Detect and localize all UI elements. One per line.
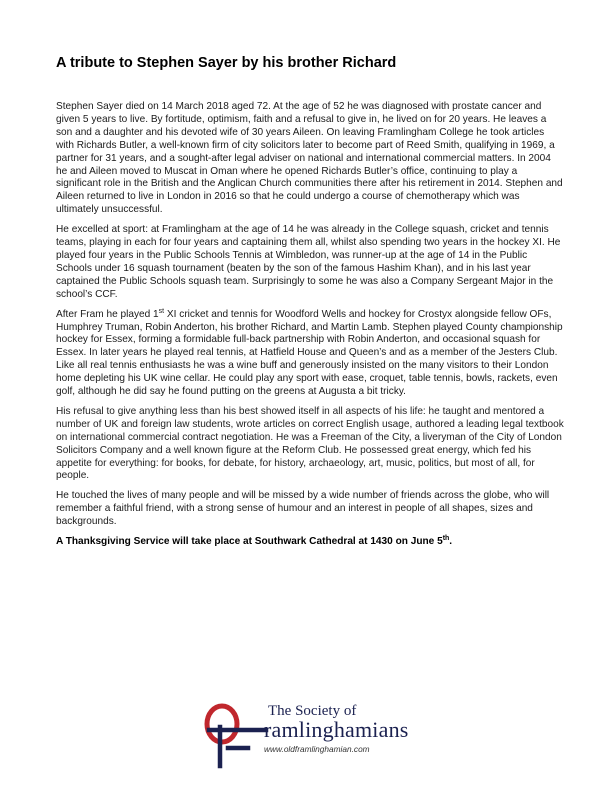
logo-name-text: ramlinghamians	[264, 717, 409, 742]
announcement-text: A Thanksgiving Service will take place at Southwark Cathedral at 1430 on June 5	[56, 536, 443, 548]
announcement-end: .	[449, 536, 453, 548]
ordinal-suffix: st	[158, 307, 165, 315]
paragraph-school-sport: He excelled at sport: at Framlingham at the age of 14 he was already in the College squash, cricket and tennis teams, playing in each for four years and captaining them all, whilst also spending two years in the hockey XI. He played four years in the Public Schools Tennis at Wimbledon, was runner-up at the age of 14 in the Public Schools under 16 squash tournament (beaten by the son of the famous Hashim Khan), and in his last year captained the Public Schools squash team. Surprisingly to some he was also a Company Sergeant Major in the school’s CCF.	[56, 224, 561, 300]
paragraph-obituary: Stephen Sayer died on 14 March 2018 aged 72. At the age of 52 he was diagnosed with prostate cancer and given 5 years to live. By fortitude, optimism, faith and a refusal to give in, he lived on for 20 years. He leaves a son and a daughter and his devoted wife of 30 years Aileen. On leaving Framlingham College he took articles with Richards Butler, a well-known firm of city solicitors later to become part of Reed Smith, qualifying in 1969, a partner for 31 years, and a sought-after legal adviser on national and international commercial matters. In 2004 he and Aileen moved to Muscat in Oman where he opened Richards Butler’s office, continuing to play a significant role in the British and the Anglican Church communities there after his retirement in 2014. Stephen and Aileen returned to live in London in 2016 so that he could undergo a course of chemotherapy which was ultimately unsuccessful.	[56, 101, 563, 216]
paragraph-adult-sport-start: After Fram he played 1	[56, 308, 159, 320]
paragraph-adult-sport	[56, 309, 564, 399]
logo-society-text: The Society of	[268, 703, 357, 719]
paragraph-friends: He touched the lives of many people and will be missed by a wide number of friends across the globe, who will remember a faithful friend, with a strong sense of humour and an interest in people of all shapes, sizes and backgrounds.	[56, 490, 550, 528]
logo-website-url: www.oldframlinghamian.com	[264, 744, 370, 754]
paragraph-career: His refusal to give anything less than his best showed itself in all aspects of his life: he taught and mentored a number of UK and foreign law students, wrote articles on correct English usage, authored a leading legal textbook on international commercial contract negotiation. He was a Freeman of the City, a liveryman of the City of London Solicitors Company and a well known figure at the Reform Club. He possessed great energy, which fed his appetite for everything: for books, for debate, for history, archaeology, art, music, politics, but most of all, for people.	[56, 405, 564, 482]
paragraph-adult-sport-rest: XI cricket and tennis for Woodford Wells and hockey for Crostyx alongside fellow OFs, Humphrey Truman, Robin Anderton, his brother Richard, and Martin Lamb. Stephen played County championship hockey for Essex, forming a formidable full-back partnership with Robin Anderton, and occasional squash for Essex. In later years he played real tennis, at Hatfield House and Queen’s and as a member of the Jesters Club. Like all real tennis enthusiasts he was a wine buff and generously insisted on the many visitors to their London home depleting his UK wine cellar. He could play any sport with ease, croquet, table tennis, bowls, rackets, even golf, although he did say he found putting on the greens at Augusta a bit tricky.	[56, 308, 563, 398]
document-title: A tribute to Stephen Sayer by his brother Richard	[56, 55, 397, 71]
document-body	[56, 101, 564, 556]
society-logo	[200, 700, 460, 770]
ordinal-suffix: th	[442, 535, 450, 543]
thanksgiving-announcement	[56, 536, 564, 549]
